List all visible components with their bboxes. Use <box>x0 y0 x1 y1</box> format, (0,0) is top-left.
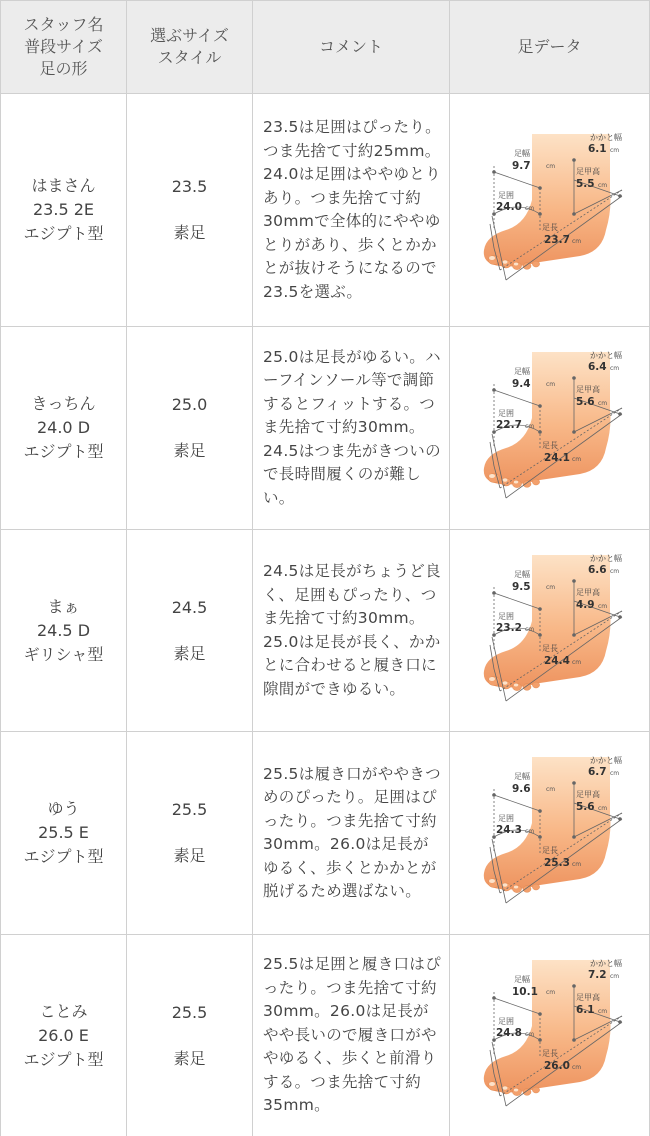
header-staff-line3: 足の形 <box>39 59 88 78</box>
unit-girth: cm <box>524 828 534 835</box>
label-heel-width: かかと幅 <box>589 756 622 765</box>
staff-cell <box>1 94 127 327</box>
comment-cell <box>253 94 450 327</box>
usual-size: 25.5 E <box>38 823 89 842</box>
value-foot-width: 9.6 <box>511 783 531 795</box>
value-instep: 5.6 <box>575 396 595 408</box>
staff-name: ことみ <box>39 1001 88 1021</box>
unit-heel-width: cm <box>609 567 619 575</box>
style: 素足 <box>173 1048 206 1068</box>
comment-text: 25.5は足囲と履き口はぴったり。つま先捨て寸約30mm。26.0は足長がやや長いので履き口がややゆるく、歩くと前滑りする。つま先捨て寸約35mm。 <box>263 955 441 1115</box>
usual-size: 23.5 2E <box>33 200 94 219</box>
unit-instep: cm <box>597 1007 607 1015</box>
staff-cell <box>1 327 127 530</box>
foot-illustration <box>460 348 640 508</box>
unit-foot-length: cm <box>571 238 581 245</box>
unit-girth: cm <box>524 625 534 633</box>
style: 素足 <box>173 441 206 460</box>
table-row <box>1 530 650 732</box>
foot-shape: エジプト型 <box>23 224 104 243</box>
foot-shape: エジプト型 <box>23 847 104 866</box>
label-instep: 足甲高 <box>575 385 600 394</box>
unit-heel-width: cm <box>609 147 619 154</box>
comment-cell <box>253 327 450 530</box>
style: 素足 <box>173 643 206 663</box>
comment-text: 25.0は足長がゆるい。ハーフインソール等で調節するとフィットする。つま先捨て寸約30mm。24.5はつま先がきついので長時間履くのが難しい。 <box>263 347 441 507</box>
value-instep: 5.5 <box>575 178 595 190</box>
comment-text: 25.5は履き口がややきつめのぴったり。足囲はぴったり。つま先捨て寸約30mm。26.0は足長がゆるく、歩くとかかとが脱げるため選ばない。 <box>263 764 441 900</box>
foot-data-cell <box>450 732 650 935</box>
header-size-line2: スタイル <box>157 48 222 67</box>
comment-cell <box>253 530 450 732</box>
chosen-size: 23.5 <box>171 177 208 196</box>
value-foot-length: 24.4 <box>543 654 570 667</box>
label-girth: 足囲 <box>497 191 514 200</box>
foot-illustration <box>460 956 640 1116</box>
chosen-size-cell <box>127 94 253 327</box>
value-foot-length: 25.3 <box>543 857 570 869</box>
chosen-size-cell <box>127 327 253 530</box>
value-instep: 5.6 <box>575 801 595 813</box>
chosen-size: 24.5 <box>171 597 208 617</box>
value-girth: 24.3 <box>495 824 522 836</box>
foot-data-cell <box>450 94 650 327</box>
unit-instep: cm <box>597 400 607 407</box>
comment-text: 23.5は足囲はぴったり。つま先捨て寸約25mm。24.0は足囲はややゆとりあり。つま先捨て寸約30mmで全体的にややゆとりがあり、歩くとかかとが抜けそうになるので23.5を選ぶ。 <box>263 118 441 301</box>
label-girth: 足囲 <box>497 611 514 621</box>
label-instep: 足甲高 <box>575 587 600 597</box>
staff-name: ゆう <box>47 799 80 818</box>
value-foot-width: 9.4 <box>511 378 531 390</box>
usual-size: 24.5 D <box>36 620 91 640</box>
label-foot-length: 足長 <box>541 223 558 232</box>
header-chosen-size <box>127 1 253 94</box>
label-heel-width: かかと幅 <box>589 553 622 563</box>
header-staff-line2: 普段サイズ <box>24 37 103 56</box>
label-instep: 足甲高 <box>575 992 600 1002</box>
unit-foot-width: cm <box>545 583 555 591</box>
foot-shape: エジプト型 <box>23 442 104 461</box>
header-comment: コメント <box>253 1 450 94</box>
label-girth: 足囲 <box>497 1016 514 1026</box>
label-foot-length: 足長 <box>541 441 558 450</box>
usual-size: 24.0 D <box>36 418 91 437</box>
foot-illustration <box>460 753 640 913</box>
unit-heel-width: cm <box>609 972 619 980</box>
label-heel-width: かかと幅 <box>589 958 622 968</box>
unit-heel-width: cm <box>609 365 619 372</box>
unit-foot-length: cm <box>571 658 581 666</box>
style: 素足 <box>173 846 206 865</box>
unit-instep: cm <box>597 602 607 610</box>
label-heel-width: かかと幅 <box>589 351 622 360</box>
unit-girth: cm <box>524 205 534 212</box>
staff-name: はまさん <box>31 176 96 195</box>
unit-girth: cm <box>524 423 534 430</box>
value-heel-width: 6.4 <box>587 361 607 373</box>
unit-girth: cm <box>524 1030 534 1038</box>
chosen-size-cell <box>127 530 253 732</box>
value-girth: 24.0 <box>495 201 522 213</box>
label-foot-width: 足幅 <box>513 367 530 376</box>
chosen-size-cell <box>127 732 253 935</box>
value-foot-width: 9.5 <box>511 580 531 593</box>
unit-instep: cm <box>597 182 607 189</box>
label-girth: 足囲 <box>497 814 514 823</box>
table-row <box>1 327 650 530</box>
value-foot-length: 26.0 <box>543 1059 570 1072</box>
header-staff <box>1 1 127 94</box>
label-foot-length: 足長 <box>541 643 558 653</box>
value-heel-width: 7.2 <box>587 968 607 981</box>
unit-foot-width: cm <box>545 786 555 793</box>
header-foot-data: 足データ <box>450 1 650 94</box>
table-header-row <box>1 1 650 94</box>
usual-size: 26.0 E <box>38 1025 89 1045</box>
table-row <box>1 732 650 935</box>
label-foot-width: 足幅 <box>513 974 530 984</box>
unit-foot-length: cm <box>571 861 581 868</box>
header-staff-line1: スタッフ名 <box>23 15 104 34</box>
label-foot-length: 足長 <box>541 846 558 855</box>
foot-shape: ギリシャ型 <box>23 644 104 664</box>
label-girth: 足囲 <box>497 409 514 418</box>
chosen-size: 25.5 <box>171 800 208 819</box>
table-row <box>1 94 650 327</box>
style: 素足 <box>173 223 206 242</box>
label-instep: 足甲高 <box>575 167 600 176</box>
label-foot-length: 足長 <box>541 1048 558 1058</box>
value-girth: 22.7 <box>495 419 522 431</box>
foot-data-cell <box>450 530 650 732</box>
value-foot-length: 24.1 <box>543 452 570 464</box>
label-foot-width: 足幅 <box>513 772 530 781</box>
value-foot-width: 10.1 <box>511 985 538 998</box>
unit-foot-width: cm <box>545 381 555 388</box>
unit-instep: cm <box>597 805 607 812</box>
unit-foot-width: cm <box>545 988 555 996</box>
table-row <box>1 935 650 1136</box>
staff-cell <box>1 530 127 732</box>
foot-illustration <box>460 130 640 290</box>
unit-foot-length: cm <box>571 1063 581 1071</box>
unit-foot-length: cm <box>571 456 581 463</box>
staff-cell <box>1 732 127 935</box>
value-girth: 24.8 <box>495 1026 522 1039</box>
foot-data-cell <box>450 935 650 1136</box>
staff-cell <box>1 935 127 1136</box>
value-foot-length: 23.7 <box>543 234 570 246</box>
value-instep: 6.1 <box>575 1003 595 1016</box>
chosen-size: 25.5 <box>171 1002 208 1022</box>
label-foot-width: 足幅 <box>513 149 530 158</box>
comment-cell <box>253 935 450 1136</box>
unit-foot-width: cm <box>545 163 555 170</box>
label-instep: 足甲高 <box>575 790 600 799</box>
value-heel-width: 6.7 <box>587 766 607 778</box>
label-foot-width: 足幅 <box>513 569 530 579</box>
chosen-size-cell <box>127 935 253 1136</box>
value-heel-width: 6.6 <box>587 563 607 576</box>
foot-data-cell <box>450 327 650 530</box>
chosen-size: 25.0 <box>171 395 208 414</box>
header-size-line1: 選ぶサイズ <box>150 26 229 45</box>
value-foot-width: 9.7 <box>511 160 531 172</box>
comment-text: 24.5は足長がちょうど良く、足囲もぴったり、つま先捨て寸約30mm。25.0は足長が長く、かかとに合わせると履き口に隙間ができゆるい。 <box>263 562 441 698</box>
value-heel-width: 6.1 <box>587 143 607 155</box>
value-girth: 23.2 <box>495 621 522 634</box>
foot-illustration <box>460 551 640 711</box>
staff-name: まぁ <box>47 596 80 616</box>
comment-cell <box>253 732 450 935</box>
value-instep: 4.9 <box>575 598 595 611</box>
unit-heel-width: cm <box>609 770 619 777</box>
staff-name: きっちん <box>31 394 96 413</box>
label-heel-width: かかと幅 <box>589 133 622 142</box>
foot-shape: エジプト型 <box>23 1049 104 1069</box>
